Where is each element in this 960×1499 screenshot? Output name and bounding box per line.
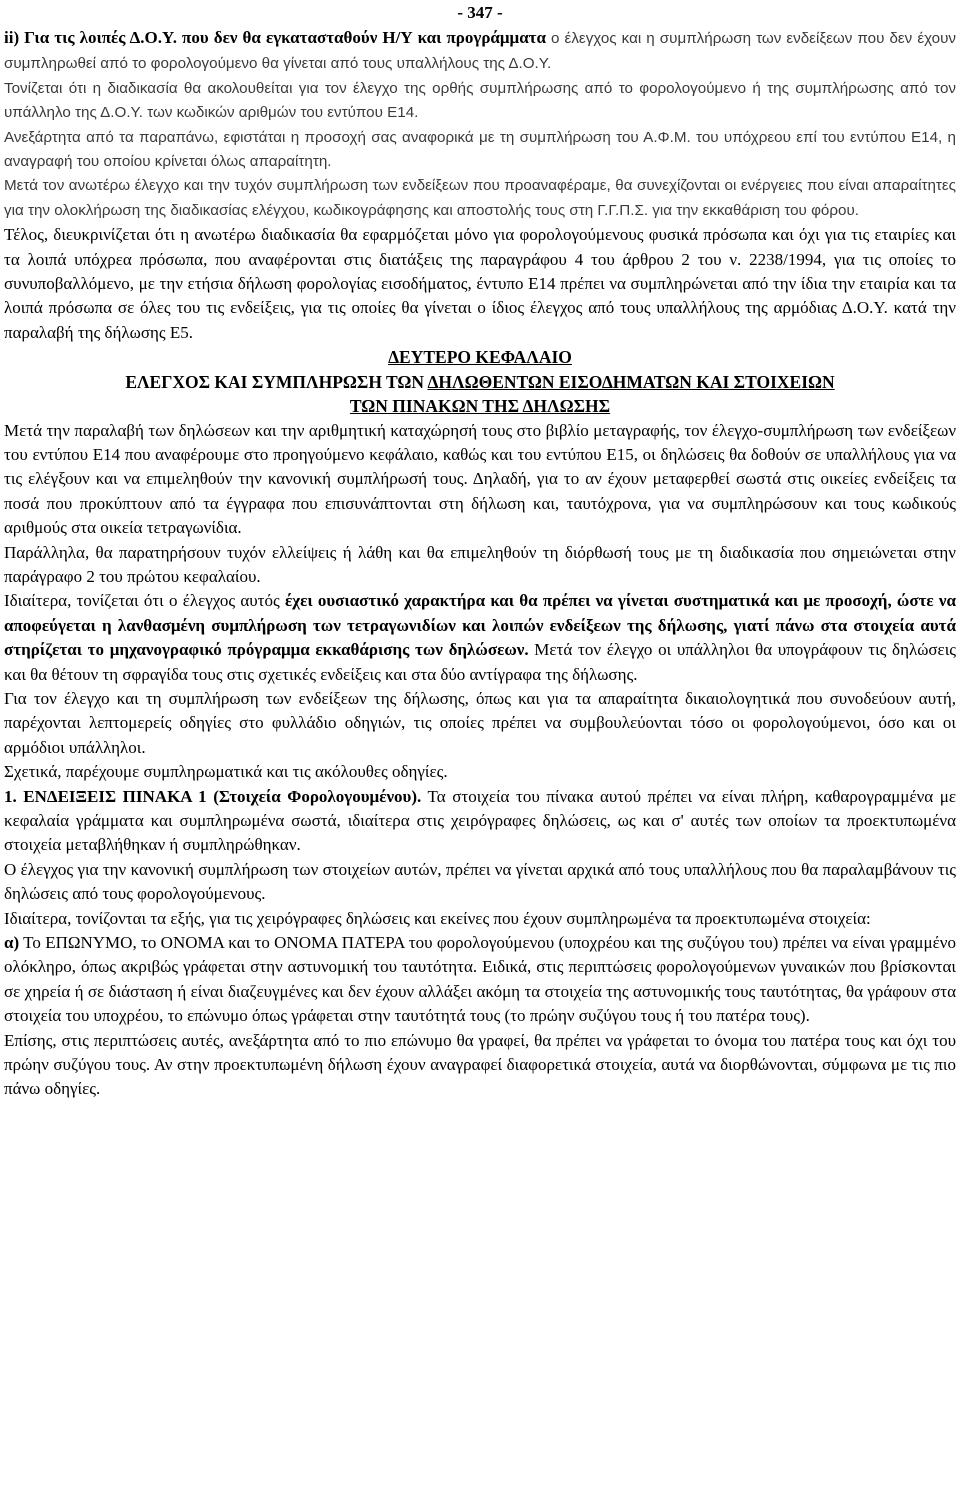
text-run: έχει ουσιαστικό χαρακτήρα και θα πρέπει να γίνεται συστηματικά και με προσοχή, ώστε να αποφεύγεται η λανθασμένη συμπλήρωση των τετραγωνιδίων και λοιπών ενδείξεων της δήλωσης, γιατί πάνω στα στοιχεία αυτά στηρίζεται το μηχανογραφικό πρόγραμμα εκκαθάρισης των δηλώσεων. — [4, 591, 956, 660]
text-run: Τονίζεται ότι η διαδικασία θα ακολουθείται για τον έλεγχο της ορθής συμπλήρωσης από το φορολογούμενο ή της συμπλήρωσης από τον υπάλληλο της Δ.Ο.Υ. των κωδικών αριθμών του εντύπου Ε14. — [4, 79, 956, 122]
paragraph — [4, 126, 956, 175]
paragraph — [4, 541, 956, 590]
paragraph — [4, 589, 956, 687]
text-run: 1. ΕΝΔΕΙΞΕΙΣ ΠΙΝΑΚΑ 1 (Στοιχεία Φορολογουμένου). — [4, 786, 422, 806]
text-run: Παράλληλα, θα παρατηρήσουν τυχόν ελλείψεις ή λάθη και θα επιμεληθούν τη διόρθωσή τους με τη διαδικασία που σημειώνεται στην παράγραφο 2 του πρώτου κεφαλαίου. — [4, 542, 956, 586]
section-heading — [4, 394, 956, 418]
text-run: Επίσης, στις περιπτώσεις αυτές, ανεξάρτητα από το πιο επώνυμο θα γραφεί, θα πρέπει να γράφεται το όνομα του πατέρα τους και όχι του πρώην συζύγου τους. Αν στην προεκτυπωμένη δήλωση έχουν αναγραφεί διαφορετικά στοιχεία, αυτά να διορθώνονται, σύμφωνα με τις πιο πάνω οδηγίες. — [4, 1030, 956, 1099]
text-run: Μετά τον ανωτέρω έλεγχο και την τυχόν συμπλήρωση των ενδείξεων που προαναφέραμε, θα συνεχίζονται οι ενέργειες που είναι απαραίτητες για την ολοκλήρωση της διαδικασίας ελέγχου, κωδικογράφησης και αποστολής τους στη Γ.Γ.Π.Σ. για την εκκαθάριση του φόρου. — [4, 177, 956, 219]
paragraph — [4, 77, 956, 126]
paragraph — [4, 785, 956, 858]
paragraph — [4, 223, 956, 345]
paragraph — [4, 907, 956, 931]
text-run: ΔΗΛΩΘΕΝΤΩΝ ΕΙΣΟΔΗΜΑΤΩΝ ΚΑΙ ΣΤΟΙΧΕΙΩΝ — [427, 371, 835, 392]
page-number: - 347 - — [457, 3, 503, 22]
text-run: Μετά την παραλαβή των δηλώσεων και την αριθμητική καταχώρησή τους στο βιβλίο μεταγραφής, τον έλεγχο-συμπλήρωση των ενδείξεων του εντύπου Ε14 που αναφέρουμε στο προηγούμενο κεφάλαιο, καθώς και του εντύπου Ε15, οι δηλώσεις θα δοθούν σε υπαλλήλους για να τις ελέγξουν και να επιμεληθούν την κανονική συμπλήρωσή τους. Δηλαδή, για το αν έχουν μεταφερθεί σωστά στις οικείες ενδείξεις τα ποσά που προκύπτουν από τα έγγραφα που επισυνάπτονται στη δήλωση και, ταυτόχρονα, για να συμπληρώσουν και τους κωδικούς αριθμούς στα οικεία τετραγωνίδια. — [4, 420, 956, 538]
text-run: Ιδιαίτερα, τονίζεται ότι ο έλεγχος αυτός — [4, 591, 285, 611]
text-run: Το ΕΠΩΝΥΜΟ, το ΟΝΟΜΑ και το ΟΝΟΜΑ ΠΑΤΕΡΑ του φορολογούμενου (υποχρέου και της συζύγου του) πρέπει να είναι γραμμένο ολόκληρο, όπως ακριβώς γράφεται στην αστυνομική του ταυτότητα. Ειδικά, στις περιπτώσεις φορολογούμενων γυναικών που βρίσκονται σε χηρεία ή σε διάσταση ή είναι διαζευγμένες και δεν έχουν αλλάξει ακόμη τα στοιχεία της αστυνομικής τους ταυτότητας, θα γράφουν στα στοιχεία του υποχρέου, το επώνυμο όπως γράφεται στην ταυτότητά τους (το πρώην συζύγου τους ή του πατέρα τους). — [4, 933, 956, 1026]
text-run: ΕΛΕΓΧΟΣ ΚΑΙ ΣΥΜΠΛΗΡΩΣΗ ΤΩΝ — [125, 371, 428, 392]
paragraph — [4, 687, 956, 760]
paragraph — [4, 419, 956, 541]
paragraph — [4, 760, 956, 784]
text-run: Σχετικά, παρέχουμε συμπληρωματικά και τις ακόλουθες οδηγίες. — [4, 762, 448, 782]
text-run: Για τον έλεγχο και τη συμπλήρωση των ενδείξεων της δήλωσης, όπως και για τα απαραίτητα δικαιολογητικά που συνοδεύουν αυτή, παρέχονται λεπτομερείς οδηγίες στο φυλλάδιο οδηγιών, τις οποίες πρέπει να συμβουλεύονται τόσο οι φορολογούμενοι, όσο και οι αρμόδιοι υπάλληλοι. — [4, 688, 956, 757]
paragraph — [4, 931, 956, 1029]
text-run: Τα στοιχεία του πίνακα αυτού πρέπει να είναι πλήρη, καθαρογραμμένα με κεφαλαία γράμματα και συμπληρωμένα σωστά, ιδιαίτερα στις χειρόγραφες δηλώσεις, ως και σ' αυτές των οποίων τα προεκτυπωμένα στοιχεία μεταβλήθηκαν ή συμπληρώθηκαν. — [4, 786, 956, 855]
paragraph — [4, 26, 956, 77]
text-run: ΔΕΥΤΕΡΟ ΚΕΦΑΛΑΙΟ — [388, 347, 572, 368]
text-run: α) — [4, 933, 20, 953]
text-run: Ιδιαίτερα, τονίζονται τα εξής, για τις χειρόγραφες δηλώσεις και εκείνες που έχουν συμπληρωμένα τα προεκτυπωμένα στοιχεία: — [4, 908, 871, 928]
text-run: Ανεξάρτητα από τα παραπάνω, εφιστάται η προσοχή σας αναφορικά με τη συμπλήρωση του Α.Φ.Μ. του υπόχρεου επί του εντύπου Ε14, η αναγραφή του οποίου κρίνεται όλως απαραίτητη. — [4, 128, 956, 171]
document-body — [4, 26, 956, 1102]
text-run: ii) Για τις λοιπές Δ.Ο.Υ. που δεν θα εγκατασταθούν Η/Υ και προγράμματα — [4, 28, 547, 47]
section-heading — [4, 370, 956, 394]
text-run: Ο έλεγχος για την κανονική συμπλήρωση των στοιχείων αυτών, πρέπει να γίνεται αρχικά από τους υπαλλήλους που θα παραλαμβάνουν τις δηλώσεις από τους φορολογούμενους. — [4, 859, 956, 904]
paragraph — [4, 858, 956, 907]
paragraph — [4, 1029, 956, 1102]
paragraph — [4, 174, 956, 223]
section-heading — [4, 345, 956, 369]
text-run: ΤΩΝ ΠΙΝΑΚΩΝ ΤΗΣ ΔΗΛΩΣΗΣ — [349, 396, 611, 417]
text-run: Τέλος, διευκρινίζεται ότι η ανωτέρω διαδικασία θα εφαρμόζεται μόνο για φορολογούμενους φυσικά πρόσωπα και όχι για τις εταιρίες και τα λοιπά υπόχρεα πρόσωπα, που αναφέρονται στις διατάξεις της παραγράφου 4 του άρθρου 2 του ν. 2238/1994, για τις οποίες το συνυποβαλλόμενο, με την ετήσια δήλωση φορολογίας εισοδήματος, έντυπο Ε14 πρέπει να συμπληρώνεται από την ίδια την εταιρία και τα λοιπά πρόσωπα σε όλες του τις ενδείξεις, για τις οποίες θα γίνεται ο ίδιος έλεγχος από τους υπαλλήλους της αρμόδιας Δ.Ο.Υ. κατά την παραλαβή της δήλωσης Ε5. — [4, 225, 956, 342]
text-run: ο έλεγχος και η συμπλήρωση των ενδείξεων που δεν έχουν συμπληρωθεί από το φορολογούμενο θα γίνεται από τους υπαλλήλους της Δ.Ο.Υ. — [4, 30, 956, 73]
text-run: Μετά τον έλεγχο οι υπάλληλοι θα υπογράφουν τις δηλώσεις και θα θέτουν τη σφραγίδα τους στις σχετικές ενδείξεις και στα δύο αντίγραφα της δήλωσης. — [4, 640, 956, 684]
